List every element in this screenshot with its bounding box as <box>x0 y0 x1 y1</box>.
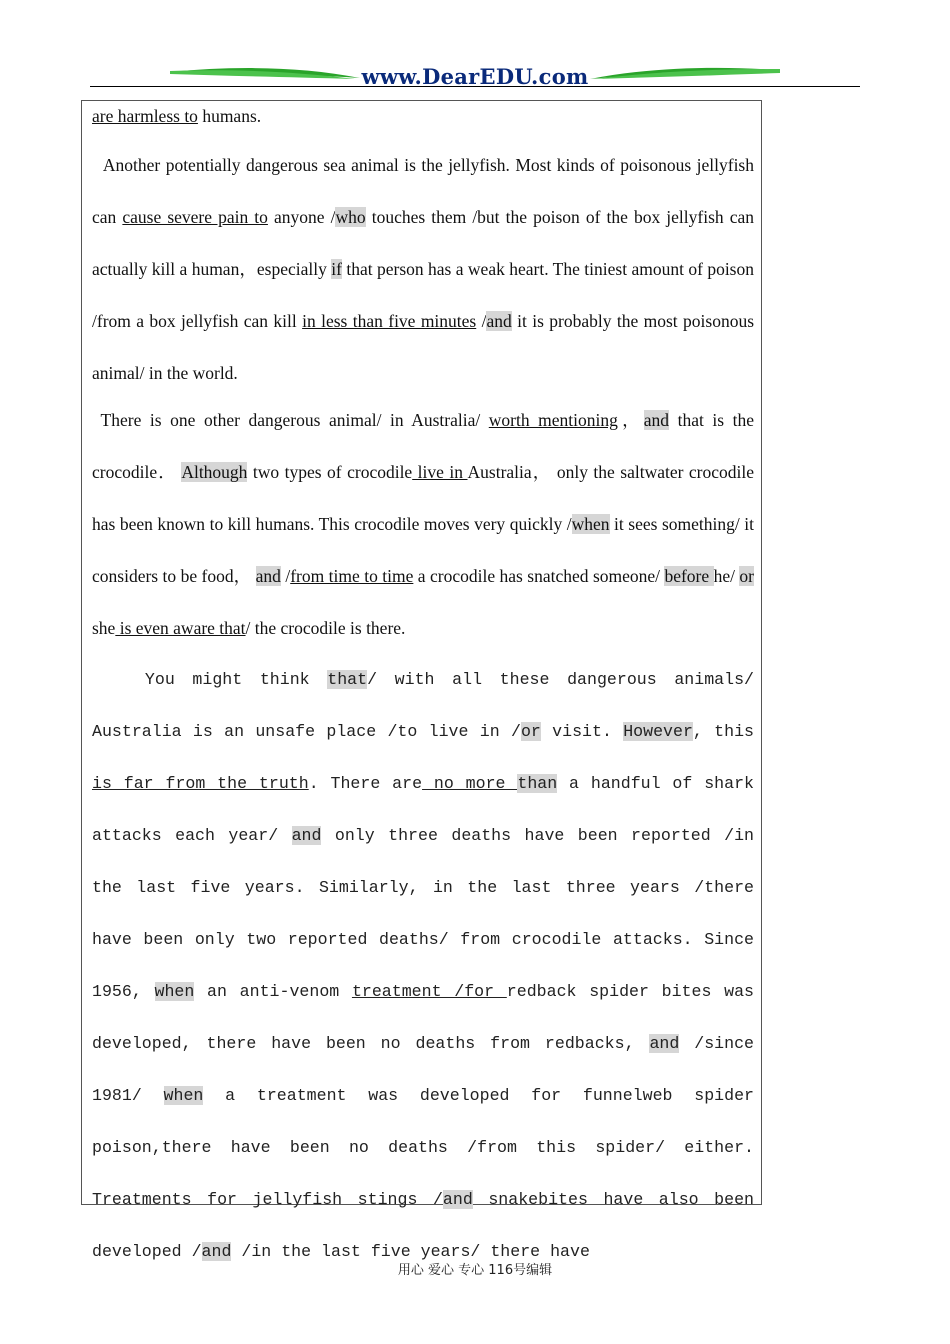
text-run: visit. <box>540 722 624 741</box>
text-run: a handful of shark attacks each year/ <box>92 774 754 845</box>
text-run: that is the crocodile． <box>92 410 755 482</box>
underlined-phrase: no more <box>422 774 518 793</box>
text-run: /since 1981/ <box>92 1034 754 1105</box>
text-run: ， <box>617 410 644 430</box>
text-run: , this <box>692 722 755 741</box>
text-run: only three deaths have been reported /in the last five years. Similarly, in the last three years /there have been only two reported deaths/ from crocodile attacks. Since 1956, <box>92 826 754 1001</box>
text-run: redback spider bites was developed, there have been no deaths from redbacks, <box>92 982 755 1053</box>
paragraph-crocodile <box>92 394 754 654</box>
passage-content <box>92 101 754 1278</box>
text-run: touches them /but the poison of the box jellyfish can actually kill a human，especially <box>92 207 754 279</box>
text-run: snakebites have also been developed / <box>92 1190 754 1261</box>
highlighted-word: when <box>571 514 610 534</box>
highlighted-word: and <box>291 826 322 845</box>
underlined-phrase: from time to time <box>290 566 414 586</box>
highlighted-word: who <box>335 207 366 227</box>
paragraph-safety <box>92 654 754 1278</box>
highlighted-word: and <box>649 1034 680 1053</box>
underlined-phrase: cause severe pain to <box>122 207 268 227</box>
highlighted-word: before <box>664 566 714 586</box>
underlined-phrase: treatment /for <box>351 982 507 1001</box>
text-run: anyone / <box>267 207 336 227</box>
highlighted-word: and <box>643 410 670 430</box>
text-run: a treatment was developed for funnelweb spider poison,there have been no deaths /from this spider/ either. Treatments for jellyfish stings / <box>92 1086 754 1209</box>
text-run: / the crocodile is there. <box>245 618 406 638</box>
text-run: / <box>280 566 291 586</box>
highlighted-word: or <box>739 566 754 586</box>
paragraph-jellyfish <box>92 139 754 399</box>
text-run: it sees something/ it considers to be food， <box>92 514 754 586</box>
highlighted-word: and <box>201 1242 232 1261</box>
site-logo <box>170 62 780 92</box>
paragraph-continued <box>92 101 754 131</box>
text-run: she <box>92 618 116 638</box>
text-run: /in the last five years/ there have <box>231 1242 590 1261</box>
highlighted-word: Although <box>181 462 248 482</box>
underlined-phrase: are harmless to <box>92 106 198 126</box>
passage-box <box>81 100 762 1261</box>
text-run: / with all these dangerous animals/ Australia is an unsafe place /to live in / <box>92 670 754 741</box>
text-run: You might think <box>92 670 328 689</box>
text-run: two types of crocodile <box>247 462 413 482</box>
text-run: it is probably the most poisonous animal/ in the world. <box>92 311 755 383</box>
highlighted-word: and <box>442 1190 473 1209</box>
underlined-phrase: worth mentioning <box>488 410 618 430</box>
text-run: Another potentially dangerous sea animal is the jellyfish. Most kinds of poisonous jellyfish can <box>92 155 754 227</box>
underlined-phrase: is far from the truth <box>92 774 309 793</box>
underlined-phrase: is even aware that <box>115 618 246 638</box>
highlighted-word: However <box>623 722 693 741</box>
text-run: Australia， only the saltwater crocodile has been known to kill humans. This crocodile moves very quickly / <box>92 462 755 534</box>
underlined-phrase: in less than five minutes <box>302 311 477 331</box>
highlighted-word: that <box>327 670 368 689</box>
text-run: There is one other dangerous animal/ in Australia/ <box>92 410 489 430</box>
text-run: . There are <box>308 774 423 793</box>
text-run: that person has a weak heart. The tiniest amount of poison /from a box jellyfish can kill <box>92 259 754 331</box>
highlighted-word: if <box>331 259 342 279</box>
highlighted-word: when <box>163 1086 204 1105</box>
page-footer: 用心 爱心 专心 116号编辑 <box>397 1263 553 1278</box>
highlighted-word: when <box>154 982 195 1001</box>
text-run: humans. <box>197 106 262 126</box>
highlighted-word: and <box>255 566 281 586</box>
text-run: / <box>476 311 487 331</box>
highlighted-word: than <box>517 774 558 793</box>
highlighted-word: and <box>486 311 512 331</box>
underlined-phrase: live in <box>412 462 468 482</box>
text-run: an anti-venom <box>194 982 352 1001</box>
highlighted-word: or <box>520 722 541 741</box>
logo-text: www.DearEDU.com <box>361 64 589 89</box>
text-run: he/ <box>713 566 740 586</box>
text-run: a crocodile has snatched someone/ <box>413 566 665 586</box>
